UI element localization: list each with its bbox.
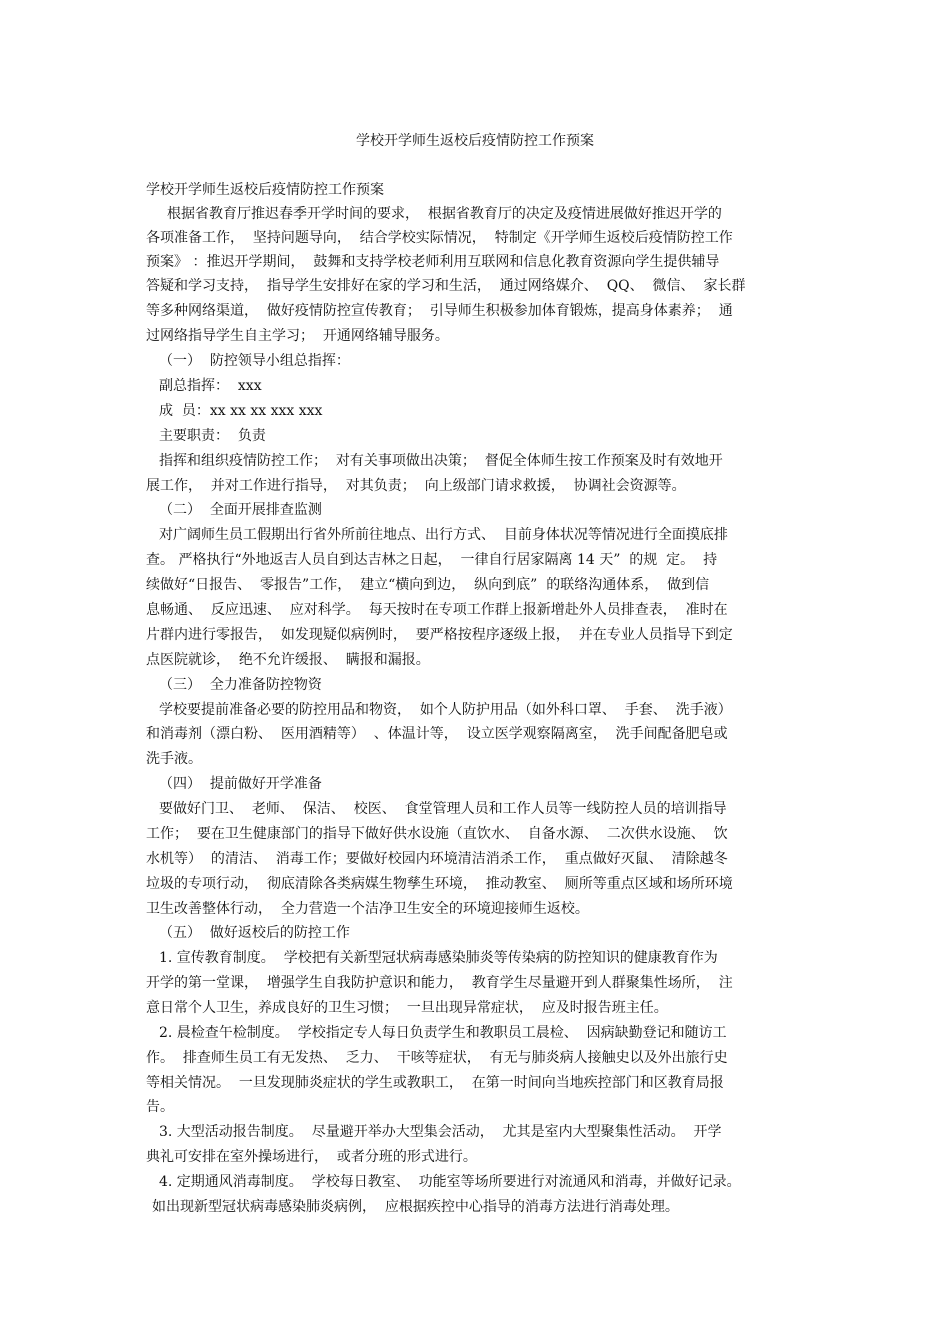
body-line: 副总指挥： xxx — [159, 378, 262, 394]
section-heading-2: （二） 全面开展排查监测 — [159, 502, 322, 518]
body-line: 指挥和组织疫情防控工作； 对有关事项做出决策； 督促全体师生按工作预案及时有效地开 — [159, 453, 723, 469]
body-line: 成 员：xx xx xx xxx xxx — [159, 403, 323, 419]
body-line: 如出现新型冠状病毒感染肺炎病例， 应根据疾控中心指导的消毒方法进行消毒处理。 — [152, 1199, 679, 1215]
body-line: 展工作， 并对工作进行指导， 对其负责； 向上级部门请求救援， 协调社会资源等。 — [146, 478, 686, 494]
subtitle-line: 学校开学师生返校后疫情防控工作预案 — [146, 182, 384, 198]
body-line: 水机等） 的清洁、 消毒工作；要做好校园内环境清洁消杀工作， 重点做好灭鼠、 清除越冬 — [146, 851, 728, 867]
body-line: 息畅通、 反应迅速、 应对科学。 每天按时在专项工作群上报新增赴外人员排查表， 准时在 — [146, 602, 728, 618]
body-line: 1. 宣传教育制度。 学校把有关新型冠状病毒感染肺炎等传染病的防控知识的健康教育作为 — [159, 950, 718, 966]
body-line: 续做好“日报告、 零报告”工作， 建立“横向到边， 纵向到底” 的联络沟通体系， 做到信 — [146, 577, 710, 593]
body-line: 查。 严格执行“外地返吉人员自到达吉林之日起， 一律自行居家隔离 14 天” 的规 定。 持 — [146, 552, 718, 568]
body-line: 各项准备工作， 坚持问题导向， 结合学校实际情况， 特制定《开学师生返校后疫情防控工作 — [146, 230, 733, 246]
body-line: 开学的第一堂课， 增强学生自我防护意识和能力， 教育学生尽量避开到人群聚集性场所， 注 — [146, 975, 733, 991]
body-line: 学校要提前准备必要的防控用品和物资， 如个人防护用品（如外科口罩、 手套、 洗手液） — [159, 702, 732, 718]
body-line: 预案》 ：推迟开学期间， 鼓舞和支持学校老师利用互联网和信息化教育资源向学生提供辅导 — [146, 254, 720, 270]
body-line: 点医院就诊， 绝不允许缓报、 瞒报和漏报。 — [146, 652, 430, 668]
section-heading-1: （一） 防控领导小组总指挥： — [159, 353, 350, 369]
body-line: 卫生改善整体行动， 全力营造一个洁净卫生安全的环境迎接师生返校。 — [146, 901, 589, 917]
body-line: 垃圾的专项行动， 彻底清除各类病媒生物孳生环境， 推动教室、 厕所等重点区域和场所环境 — [146, 876, 733, 892]
body-line: 对广阔师生员工假期出行省外所前往地点、出行方式、 目前身体状况等情况进行全面摸底排 — [159, 527, 728, 543]
body-line: 洗手液。 — [146, 751, 202, 767]
body-line: 工作； 要在卫生健康部门的指导下做好供水设施（直饮水、 自备水源、 二次供水设施、 饮 — [146, 826, 728, 842]
section-heading-5: （五） 做好返校后的防控工作 — [159, 925, 350, 941]
body-line: 答疑和学习支持， 指导学生安排好在家的学习和生活， 通过网络媒介、 QQ、 微信、 家长群 — [146, 278, 746, 294]
body-line: 要做好门卫、 老师、 保洁、 校医、 食堂管理人员和工作人员等一线防控人员的培训指导 — [159, 801, 727, 817]
body-line: 和消毒剂（漂白粉、 医用酒精等） 、体温计等， 设立医学观察隔离室， 洗手间配备肥皂或 — [146, 726, 728, 742]
body-line: 意日常个人卫生，养成良好的卫生习惯； 一旦出现异常症状， 应及时报告班主任。 — [146, 1000, 668, 1016]
body-line: 片群内进行零报告， 如发现疑似病例时， 要严格按程序逐级上报， 并在专业人员指导下到定 — [146, 627, 733, 643]
body-line: 过网络指导学生自主学习； 开通网络辅导服务。 — [146, 328, 449, 344]
body-line: 根据省教育厅推迟春季开学时间的要求， 根据省教育厅的决定及疫情进展做好推迟开学的 — [167, 206, 722, 222]
body-line: 作。 排查师生员工有无发热、 乏力、 干咳等症状， 有无与肺炎病人接触史以及外出旅行史 — [146, 1050, 728, 1066]
body-line: 2. 晨检查午检制度。 学校指定专人每日负责学生和教职员工晨检、 因病缺勤登记和随访工 — [159, 1025, 727, 1041]
body-line: 等多种网络渠道， 做好疫情防控宣传教育； 引导师生积极参加体育锻炼，提高身体素养； 通 — [146, 303, 733, 319]
body-line: 3. 大型活动报告制度。 尽量避开举办大型集会活动， 尤其是室内大型聚集性活动。 开学 — [159, 1124, 722, 1140]
section-heading-4: （四） 提前做好开学准备 — [159, 776, 322, 792]
section-heading-3: （三） 全力准备防控物资 — [159, 677, 322, 693]
body-line: 告。 — [146, 1099, 174, 1115]
body-line: 等相关情况。 一旦发现肺炎症状的学生或教职工， 在第一时间向当地疾控部门和区教育局报 — [146, 1075, 724, 1091]
body-line: 4. 定期通风消毒制度。 学校每日教室、 功能室等场所要进行对流通风和消毒，并做好记录。 — [159, 1174, 741, 1190]
document-title: 学校开学师生返校后疫情防控工作预案 — [356, 133, 594, 149]
body-line: 典礼可安排在室外操场进行， 或者分班的形式进行。 — [146, 1149, 477, 1165]
body-line: 主要职责： 负责 — [159, 428, 266, 444]
